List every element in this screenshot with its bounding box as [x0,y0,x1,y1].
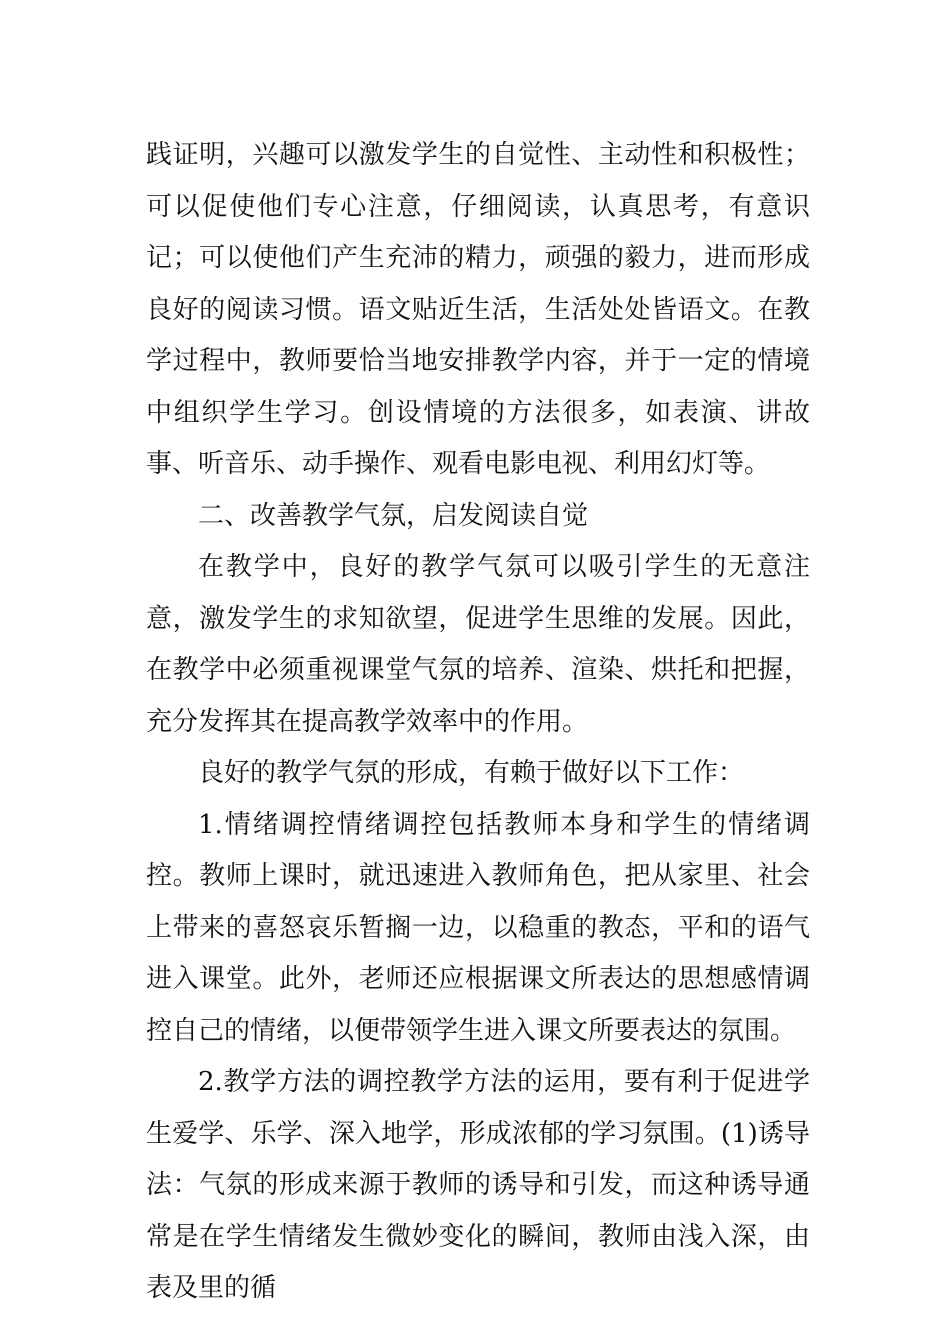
paragraph-emotion-control: 1.情绪调控情绪调控包括教师本身和学生的情绪调控。教师上课时，就迅速进入教师角色，把从家里、社会上带来的喜怒哀乐暂搁一边，以稳重的教态，平和的语气进入课堂。此外，老师还应根据课文所表达的思想感情调控自己的情绪，以便带领学生进入课文所要表达的氛围。 [146,809,810,1046]
section-heading-atmosphere: 二、改善教学气氛，启发阅读自觉 [198,500,589,531]
document-page [146,130,810,1315]
paragraph-prerequisites: 良好的教学气氛的形成，有赖于做好以下工作： [198,758,745,788]
paragraph-interest: 践证明，兴趣可以激发学生的自觉性、主动性和积极性；可以促使他们专心注意，仔细阅读，认真思考，有意识记；可以使他们产生充沛的精力，顽强的毅力，进而形成良好的阅读习惯。语文贴近生活，生活处处皆语文。在教学过程中，教师要恰当地安排教学内容，并于一定的情境中组织学生学习。创设情境的方法很多，如表演、讲故事、听音乐、动手操作、观看电影电视、利用幻灯等。 [146,140,810,479]
paragraph-method-control: 2.教学方法的调控教学方法的运用，要有利于促进学生爱学、乐学、深入地学，形成浓郁的学习氛围。(1)诱导法：气氛的形成来源于教师的诱导和引发，而这种诱导通常是在学生情绪发生微妙变化的瞬间，教师由浅入深，由表及里的循 [146,1067,810,1303]
paragraph-atmosphere: 在教学中，良好的教学气氛可以吸引学生的无意注意，激发学生的求知欲望，促进学生思维的发展。因此，在教学中必须重视课堂气氛的培养、渲染、烘托和把握，充分发挥其在提高教学效率中的作用。 [146,552,810,737]
